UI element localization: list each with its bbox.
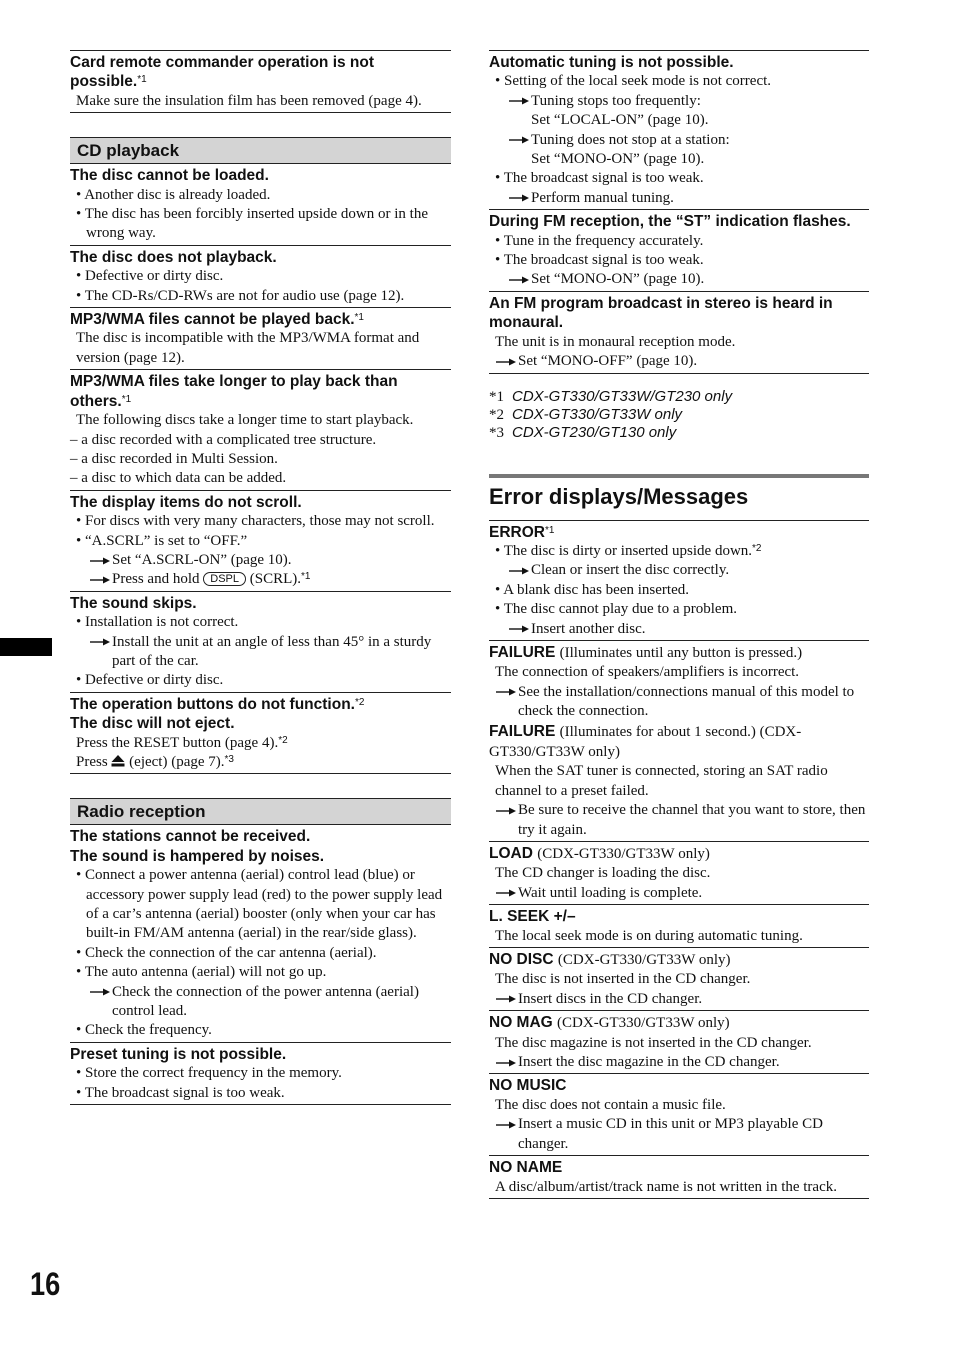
section-tab-marker — [0, 638, 52, 656]
entry-text: A disc/album/artist/track name is not written in the track. — [495, 1178, 837, 1195]
entry-text: The CD changer is loading the disc. — [495, 865, 711, 882]
arrow-icon — [496, 352, 518, 371]
arrow-item: Tuning does not stop at a station: — [489, 131, 869, 150]
disc-not-loaded-entry — [70, 164, 451, 245]
noname-entry — [489, 1155, 869, 1199]
entry-text: The connection of speakers/amplifiers is incorrect. — [495, 664, 800, 681]
bullet-item: • The CD-Rs/CD-RWs are not for audio use (page 12). — [76, 287, 405, 304]
entry-heading: Automatic tuning is not possible. — [489, 54, 734, 71]
entry-text: The unit is in monaural reception mode. — [495, 333, 736, 350]
eject-icon — [111, 755, 125, 767]
bullet-item: • The disc has been forcibly inserted upside down or in the wrong way. — [76, 206, 428, 242]
failure-entry — [489, 640, 869, 841]
footnote: *2 CDX-GT330/GT33W only — [489, 405, 683, 423]
arrow-icon — [509, 131, 531, 150]
arrow-icon — [509, 620, 531, 639]
entry-heading: ERROR$^{*1}$ — [489, 523, 555, 541]
entry-heading: The disc does not playback. — [70, 248, 277, 266]
entry-text: When the SAT tuner is connected, storing an SAT radio channel to a preset failed. — [495, 763, 828, 799]
arrow-item: Insert the disc magazine in the CD changer. — [489, 1053, 869, 1072]
arrow-item: Press and hold DSPL (SCRL).$^{*1}$ — [70, 570, 451, 589]
entry-heading: The display items do not scroll. — [70, 493, 302, 511]
entry-heading: During FM reception, the “ST” indication flashes. — [489, 213, 851, 231]
bullet-item: • The broadcast signal is too weak. — [495, 170, 704, 187]
footnote: *1 CDX-GT330/GT33W/GT230 only — [489, 387, 733, 405]
auto-tuning-entry — [489, 50, 869, 209]
bullet-item: • Setting of the local seek mode is not correct. — [495, 73, 772, 90]
bullet-item: • Defective or dirty disc. — [76, 268, 224, 285]
fm-stereo-entry — [489, 291, 869, 374]
entry-heading: L. SEEK +/– — [489, 908, 576, 926]
stations-entry — [70, 825, 451, 1041]
arrow-icon — [509, 189, 531, 208]
entry-heading: NO NAME — [489, 1159, 563, 1177]
arrow-icon — [496, 1053, 518, 1072]
entry-heading: FAILURE (Illuminates for about 1 second.) (CDX-GT330/GT33W only) — [489, 722, 802, 760]
bullet-item: • The disc cannot play due to a problem. — [495, 601, 737, 618]
arrow-item: Insert discs in the CD changer. — [489, 990, 869, 1009]
arrow-item: Check the connection of the power antenna (aerial) control lead. — [70, 983, 451, 1022]
entry-heading: FAILURE (Illuminates until any button is pressed.) — [489, 643, 803, 661]
mp3-cannot-play-entry — [70, 307, 451, 369]
nomusic-entry — [489, 1073, 869, 1155]
entry-text: Press (eject) (page 7).$^{*3}$ — [76, 754, 234, 770]
bullet-item: • The broadcast signal is too weak. — [495, 252, 704, 269]
arrow-item: Install the unit at an angle of less than 45° in a sturdy part of the car. — [70, 633, 451, 672]
entry-heading: An FM program broadcast in stereo is heard in monaural. — [489, 294, 833, 332]
disc-not-playback-entry — [70, 245, 451, 307]
arrow-icon — [509, 270, 531, 289]
lseek-entry — [489, 904, 869, 947]
display-scroll-entry — [70, 490, 451, 591]
dash-item: – a disc to which data can be added. — [70, 470, 287, 487]
entry-heading: The disc will not eject. — [70, 715, 235, 733]
bullet-item: • Defective or dirty disc. — [76, 672, 224, 689]
footnotes — [489, 388, 869, 442]
nomag-entry — [489, 1010, 869, 1073]
arrow-icon — [90, 570, 112, 589]
section-title-error-displays: Error displays/Messages — [489, 474, 869, 512]
bullet-item: • Check the connection of the car antenna (aerial). — [76, 944, 377, 961]
entry-heading: NO DISC (CDX-GT330/GT33W only) — [489, 951, 731, 969]
entry-text: The disc is incompatible with the MP3/WMA format and version (page 12). — [76, 330, 420, 366]
arrow-item: See the installation/connections manual of this model to check the connection. — [489, 683, 869, 722]
arrow-item: Be sure to receive the channel that you want to store, then try it again. — [489, 801, 869, 840]
mp3-longer-entry — [70, 369, 451, 489]
entry-heading: The sound is hampered by noises. — [70, 847, 325, 865]
section-title-cd-playback: CD playback — [70, 137, 451, 164]
entry-text: The local seek mode is on during automatic tuning. — [495, 927, 803, 944]
bullet-item: • For discs with very many characters, those may not scroll. — [76, 513, 435, 530]
arrow-item: Perform manual tuning. — [489, 189, 869, 208]
entry-heading: NO MAG (CDX-GT330/GT33W only) — [489, 1014, 730, 1032]
arrow-item: Set “MONO-ON” (page 10). — [489, 270, 869, 289]
arrow-icon — [90, 633, 112, 652]
arrow-icon — [496, 884, 518, 903]
entry-text: Press the RESET button (page 4).$^{*2}$ — [76, 734, 288, 751]
bullet-item: • A blank disc has been inserted. — [495, 581, 689, 598]
arrow-item: Set “MONO-OFF” (page 10). — [489, 352, 869, 371]
entry-text: The disc magazine is not inserted in the CD changer. — [495, 1034, 812, 1051]
preset-entry — [70, 1042, 451, 1105]
page-number: 16 — [30, 1266, 61, 1302]
sound-skips-entry — [70, 591, 451, 692]
arrow-icon — [90, 551, 112, 570]
load-entry — [489, 841, 869, 904]
arrow-icon — [496, 683, 518, 702]
card-remote-entry — [70, 50, 451, 113]
bullet-item: • The disc is dirty or inserted upside down.$^{*2}$ — [495, 542, 762, 559]
entry-heading: Preset tuning is not possible. — [70, 1045, 287, 1063]
arrow-item: Insert a music CD in this unit or MP3 playable CD changer. — [489, 1115, 869, 1154]
dspl-button-icon: DSPL — [203, 572, 246, 586]
buttons-not-function-entry — [70, 692, 451, 775]
arrow-icon — [496, 990, 518, 1009]
arrow-icon — [496, 801, 518, 820]
arrow-icon — [509, 92, 531, 111]
entry-heading: The sound skips. — [70, 594, 197, 612]
bullet-item: • Store the correct frequency in the memory. — [76, 1065, 342, 1082]
entry-heading: MP3/WMA files take longer to play back than others.$^{*1}$ — [70, 373, 398, 410]
dash-item: – a disc recorded in Multi Session. — [70, 450, 278, 467]
bullet-item: • Installation is not correct. — [76, 614, 239, 631]
arrow-item: Insert another disc. — [489, 620, 869, 639]
entry-heading: LOAD (CDX-GT330/GT33W only) — [489, 845, 710, 862]
arrow-item: Tuning stops too frequently: — [489, 92, 869, 111]
dash-item: – a disc recorded with a complicated tree structure. — [70, 431, 377, 448]
error-entry — [489, 520, 869, 640]
arrow-item: Clean or insert the disc correctly. — [489, 561, 869, 580]
entry-heading: MP3/WMA files cannot be played back.$^{*1}$ — [70, 311, 364, 329]
bullet-item: • “A.SCRL” is set to “OFF.” — [76, 532, 248, 549]
entry-heading: Card remote commander operation is not possible.$^{*1}$ — [70, 54, 375, 91]
right-column — [489, 50, 869, 1199]
st-flashes-entry — [489, 209, 869, 291]
arrow-item: Wait until loading is complete. — [489, 884, 869, 903]
entry-text: The disc does not contain a music file. — [495, 1096, 726, 1113]
bullet-item: • The broadcast signal is too weak. — [76, 1084, 285, 1101]
entry-text: The disc is not inserted in the CD changer. — [495, 971, 751, 988]
entry-heading: The stations cannot be received. — [70, 828, 311, 846]
arrow-icon — [496, 1115, 518, 1134]
bullet-item: • Another disc is already loaded. — [76, 186, 271, 203]
sub-item: Set “MONO-ON” (page 10). — [531, 151, 705, 168]
arrow-icon — [509, 561, 531, 580]
entry-heading: NO MUSIC — [489, 1077, 567, 1095]
sub-item: Set “LOCAL-ON” (page 10). — [531, 112, 709, 129]
nodisc-entry — [489, 947, 869, 1010]
left-column — [70, 50, 451, 1105]
entry-text: The following discs take a longer time to start playback. — [76, 412, 414, 429]
bullet-item: • The auto antenna (aerial) will not go up. — [76, 964, 327, 981]
entry-text: Make sure the insulation film has been removed (page 4). — [76, 92, 422, 109]
arrow-item: Set “A.SCRL-ON” (page 10). — [70, 551, 451, 570]
bullet-item: • Connect a power antenna (aerial) control lead (blue) or accessory power supply lead (red) to the power supply lead of a car’s antenna (aerial) booster (only when your car has built-in FM/AM antenna (aerial) in the rear/side glass). — [76, 867, 443, 942]
footnote: *3 CDX-GT230/GT130 only — [489, 423, 677, 441]
bullet-item: • Check the frequency. — [76, 1022, 212, 1039]
arrow-icon — [90, 983, 112, 1002]
section-title-radio-reception: Radio reception — [70, 798, 451, 825]
entry-heading: The disc cannot be loaded. — [70, 167, 269, 185]
bullet-item: • Tune in the frequency accurately. — [495, 232, 704, 249]
entry-heading: The operation buttons do not function.$^{*2}$ — [70, 695, 365, 713]
